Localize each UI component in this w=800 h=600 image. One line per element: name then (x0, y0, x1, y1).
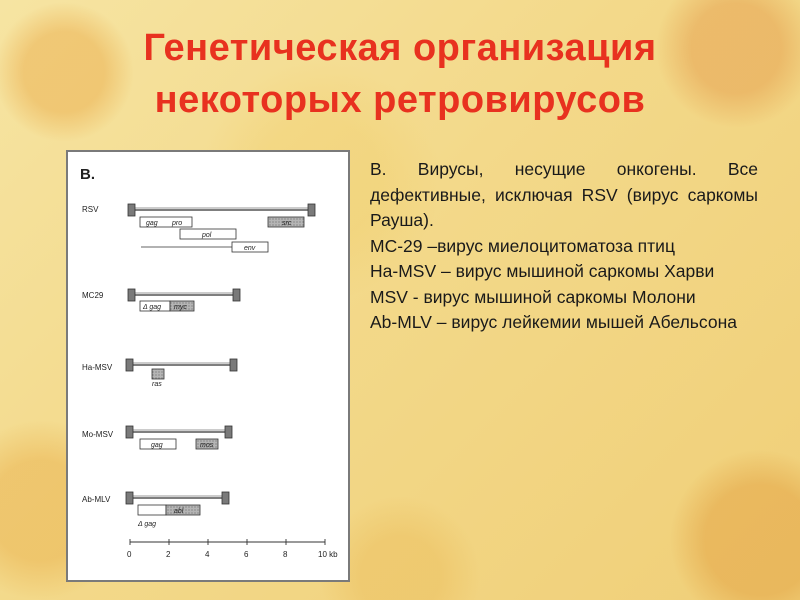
rsv-gag-label: gag (146, 220, 158, 227)
description-paragraph-4: MSV - вирус мышиной саркомы Молони (370, 286, 696, 307)
kb-scale-axis (127, 539, 338, 559)
mc29-label: MC29 (82, 291, 104, 300)
scale-tick-6: 6 (244, 550, 249, 559)
mo-msv-label: Mo-MSV (82, 430, 114, 439)
scale-tick-4: 4 (205, 550, 210, 559)
mc29-genome (82, 289, 240, 311)
mc29-myc-label: myc (174, 304, 187, 311)
description-paragraph-3: Ha-MSV – вирус мышиной саркомы Харви (370, 261, 715, 281)
slide-title (0, 22, 800, 126)
mo-msv-genome (82, 426, 232, 449)
scale-tick-10: 10 kb (318, 550, 338, 559)
ab-mlv-gag-label: Δ gag (138, 521, 157, 528)
ha-msv-ras-box (152, 369, 164, 379)
mc29-gag-label: Δ gag (143, 304, 162, 311)
ha-msv-label: Ha-MSV (82, 363, 113, 372)
rsv-src-label: src (282, 220, 292, 227)
scale-tick-8: 8 (283, 550, 288, 559)
rsv-ltr-right (308, 204, 315, 216)
ha-msv-ras-label: ras (152, 381, 162, 388)
mo-msv-mos-label: mos (200, 442, 214, 449)
rsv-pro-label: pro (172, 220, 183, 227)
description-text (370, 157, 758, 336)
scale-tick-0: 0 (127, 550, 132, 559)
description-paragraph-2: MC-29 –вирус миелоцитоматоза птиц (370, 235, 675, 256)
ab-mlv-abl-label: abl (174, 508, 184, 515)
ab-mlv-genome (82, 492, 229, 528)
ab-mlv-gag-box (138, 505, 166, 515)
scale-tick-2: 2 (166, 550, 171, 559)
rsv-genome (82, 204, 315, 252)
ha-msv-genome (82, 359, 237, 388)
title-line-1: Генетическая организация (143, 27, 657, 69)
ab-mlv-label: Ab-MLV (82, 495, 111, 504)
description-paragraph-1: B. Вирусы, несущие онкогены. Все дефективные, исключая RSV (вирус саркомы Рауша). (370, 159, 758, 230)
rsv-env-label: env (244, 245, 256, 252)
genome-diagram-figure (66, 150, 350, 582)
rsv-pol-label: pol (202, 232, 212, 239)
description-paragraph-5: Ab-MLV – вирус лейкемии мышей Абельсона (370, 312, 737, 332)
genome-diagram (68, 152, 348, 580)
mo-msv-gag-label: gag (151, 442, 163, 449)
rsv-label: RSV (82, 205, 99, 214)
title-line-2: некоторых ретровирусов (154, 79, 646, 121)
panel-label: B. (80, 166, 95, 183)
rsv-ltr-left (128, 204, 135, 216)
